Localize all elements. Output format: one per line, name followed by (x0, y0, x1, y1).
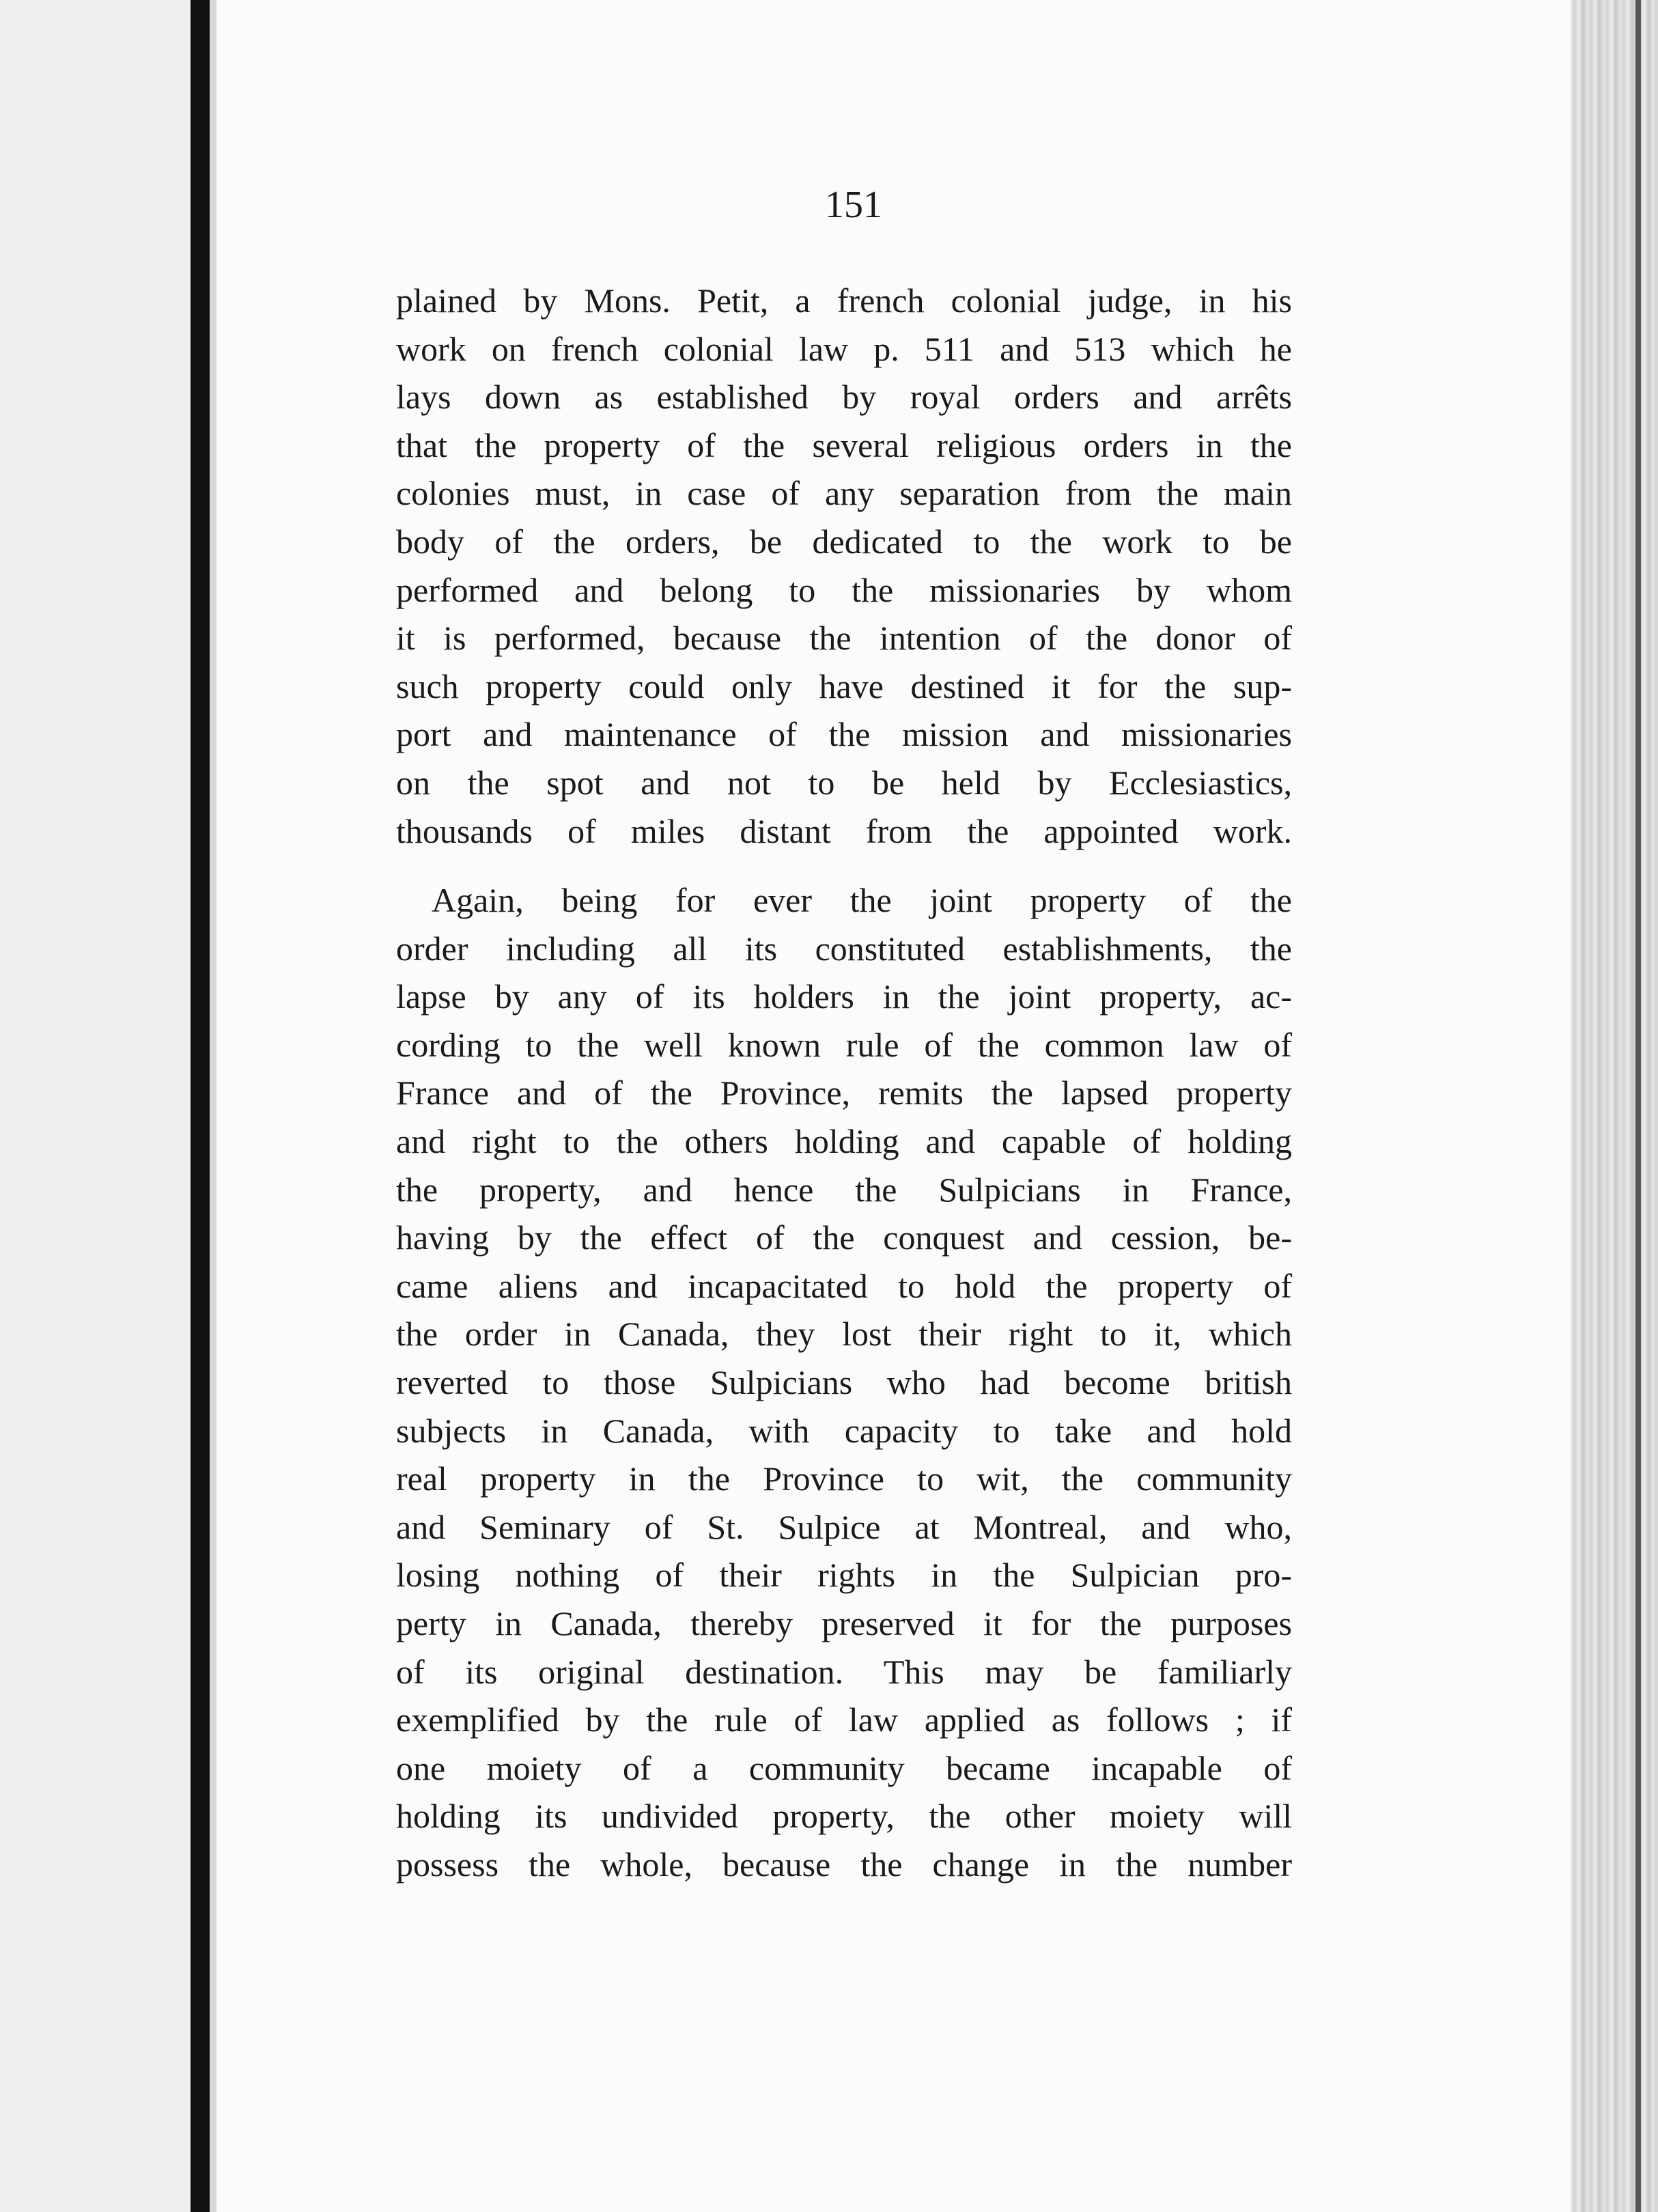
text-line: cording to the well known rule of the common law of (396, 1025, 1292, 1064)
text-line: lapse by any of its holders in the joint property, ac- (396, 977, 1292, 1016)
text-line: having by the effect of the conquest and cession, be- (396, 1218, 1292, 1257)
text-line: colonies must, in case of any separation from the main (396, 474, 1292, 513)
book-binding-shadow (191, 0, 210, 2212)
text-line: and right to the others holding and capable of holding (396, 1121, 1292, 1160)
text-line: France and of the Province, remits the lapsed property (396, 1074, 1292, 1112)
text-line: subjects in Canada, with capacity to take and hold (396, 1411, 1292, 1450)
text-line: it is performed, because the intention of the donor of (396, 619, 1292, 658)
text-line: thousands of miles distant from the appointed work. (396, 811, 1292, 850)
text-line: lays down as established by royal orders and arrêts (396, 378, 1292, 417)
text-line: perty in Canada, thereby preserved it for the purposes (396, 1604, 1292, 1642)
text-line: such property could only have destined it for the sup- (396, 667, 1292, 705)
text-line: performed and belong to the missionaries by whom (396, 570, 1292, 609)
text-line: losing nothing of their rights in the Sulpician pro- (396, 1556, 1292, 1595)
text-line: one moiety of a community became incapable of (396, 1748, 1292, 1787)
page-edge-stack (1571, 0, 1658, 2212)
text-line: holding its undivided property, the other moiety will (396, 1797, 1292, 1836)
text-line: port and maintenance of the mission and missionaries (396, 715, 1292, 754)
text-line: the order in Canada, they lost their right to it, which (396, 1315, 1292, 1354)
paragraph-1 (396, 277, 1292, 855)
text-line: possess the whole, because the change in the number (396, 1845, 1292, 1884)
text-line: Again, being for ever the joint property of the (432, 881, 1292, 919)
text-line: plained by Mons. Petit, a french colonial judge, in his (396, 281, 1292, 320)
text-line: and Seminary of St. Sulpice at Montreal, and who, (396, 1507, 1292, 1546)
text-line: of its original destination. This may be familiarly (396, 1652, 1292, 1691)
text-line: body of the orders, be dedicated to the work to be (396, 522, 1292, 561)
text-line: exemplified by the rule of law applied as follows ; if (396, 1700, 1292, 1739)
facing-page-margin (0, 0, 191, 2212)
text-line: that the property of the several religious orders in the (396, 425, 1292, 464)
text-line: work on french colonial law p. 511 and 513 which he (396, 329, 1292, 368)
text-line: reverted to those Sulpicians who had become british (396, 1362, 1292, 1401)
page-edge-line (1635, 0, 1641, 2212)
page-number: 151 (825, 184, 882, 226)
gutter-edge (210, 0, 216, 2212)
paragraph-2 (396, 876, 1292, 1888)
text-line: on the spot and not to be held by Ecclesiastics, (396, 763, 1292, 802)
text-line: real property in the Province to wit, the community (396, 1459, 1292, 1498)
text-line: order including all its constituted establishments, the (396, 929, 1292, 968)
text-line: the property, and hence the Sulpicians in France, (396, 1170, 1292, 1209)
text-line: came aliens and incapacitated to hold the property of (396, 1266, 1292, 1305)
